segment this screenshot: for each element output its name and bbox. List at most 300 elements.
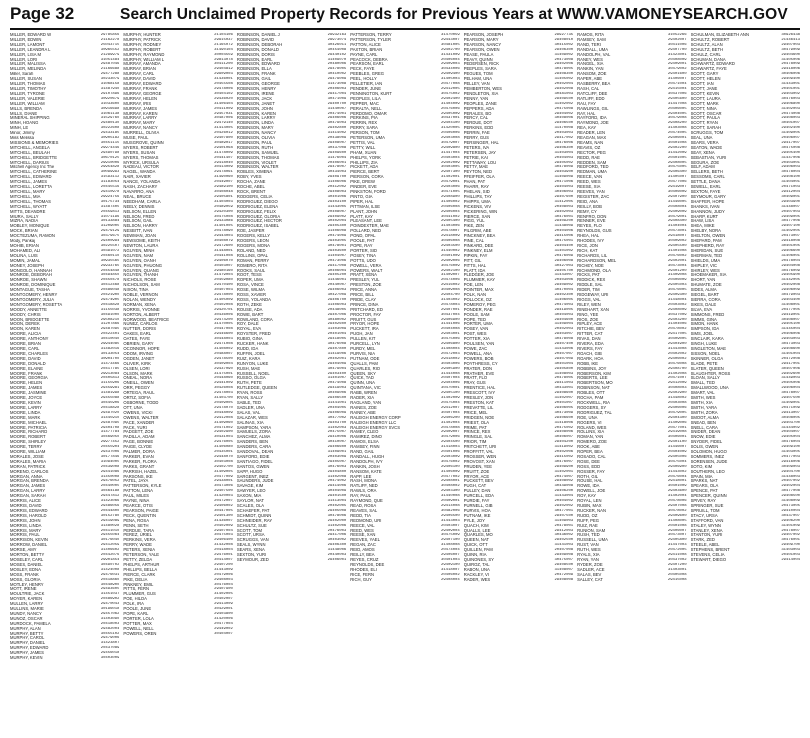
property-id: 20478003	[441, 302, 460, 307]
property-id: 29404008	[781, 263, 800, 268]
owner-name: POPE, KARL	[123, 611, 149, 616]
property-id: 31443008	[667, 347, 687, 351]
owner-name: PEMBERTON, WES	[463, 86, 502, 91]
owner-name: RALEIGH ENERGY CORP	[350, 415, 401, 420]
owner-name: PONDER, RAE	[463, 307, 493, 312]
property-id: 20444800	[100, 508, 120, 513]
owner-name: MORSE, AMY	[10, 548, 37, 553]
property-id: 31401008	[667, 248, 687, 253]
owner-name: ROOKS, SAUL	[236, 268, 266, 273]
owner-name: RICHARDS, LIL	[577, 253, 608, 258]
property-id: 29406002	[214, 504, 233, 508]
property-id: 31470008	[554, 126, 574, 131]
property-id: 30408048	[214, 190, 233, 194]
owner-name: MILLER, TIMOTHY	[10, 86, 47, 91]
owner-name: ROBINSON, KAREN	[236, 111, 276, 116]
property-id: 20435001	[214, 450, 233, 455]
owner-name: ROMERO, ZOE	[577, 440, 607, 445]
owner-name: PEASE, PAULA	[463, 52, 494, 57]
owner-name: MUNDY, NANCY	[10, 611, 42, 616]
property-id: 29402006	[554, 62, 574, 67]
owner-name: MORRIS, PAUL	[10, 533, 40, 538]
owner-name: RASH, CAL	[577, 86, 600, 91]
property-id: 29480160	[214, 268, 233, 273]
owner-name: PLUMMER, KAY	[463, 278, 496, 283]
property-id: 31443006	[554, 347, 574, 351]
property-id: 20407003	[781, 209, 800, 214]
property-id: 29406400	[214, 538, 233, 543]
owner-name: SALAS, VAL	[236, 410, 261, 415]
property-id: 29408005	[667, 160, 687, 165]
property-id: 20439008	[100, 464, 120, 469]
owner-name: RUCKER, NAN	[577, 508, 606, 513]
property-id: 31155906	[100, 381, 120, 386]
owner-name: MILLER, SUSAN	[10, 77, 42, 82]
property-id: 20411010	[100, 528, 120, 533]
property-id: 31402002	[554, 101, 574, 106]
property-id: 29408700	[667, 366, 687, 371]
property-id: 29409009	[667, 209, 687, 214]
property-id: 29407200	[667, 562, 687, 567]
property-id: 29407004	[214, 528, 233, 533]
owner-name: MORGAN, ANNA	[10, 474, 43, 479]
property-id: 29486056	[100, 504, 120, 508]
property-id: 30391072	[100, 248, 120, 253]
listing-columns	[10, 33, 800, 731]
property-id: 30409002	[667, 239, 687, 244]
owner-name: PROCTOR, FAY	[350, 312, 382, 317]
owner-name: MURPHY, WILLIAM L	[123, 57, 165, 62]
property-id: 29406200	[554, 489, 574, 494]
property-id: 29417008	[327, 263, 347, 268]
property-id: 29404006	[441, 381, 460, 386]
owner-name: SMALLWOOD, UNA	[690, 386, 729, 391]
property-id: 29480130	[100, 121, 120, 126]
owner-name: ROBINSON, SAMUEL	[236, 150, 279, 155]
owner-name: PERDOMO, OMAR	[350, 111, 387, 116]
owner-name: ROSS, EDD	[577, 464, 601, 469]
owner-name: RATLIFF, EDD	[577, 96, 605, 101]
property-id: 20402008	[214, 302, 233, 307]
owner-name: RICHARDSON, MEL	[577, 258, 617, 263]
owner-name: SCOTT, SARAH	[690, 126, 722, 131]
owner-name: SINGLETON, MAE	[690, 347, 727, 351]
property-id: 29489100	[214, 185, 233, 190]
property-id: 30409005	[667, 337, 687, 342]
owner-name: MORRIS, JOHN	[10, 518, 41, 523]
property-id: 29418040	[214, 160, 233, 165]
property-id: 29408300	[554, 72, 574, 77]
owner-name: SESSOMS, CARL	[690, 175, 725, 180]
property-id: 20440003	[327, 553, 347, 558]
property-id: 31443007	[554, 273, 574, 278]
owner-name: NORWOOD, BEATRICE	[123, 317, 170, 322]
owner-name: PULLEN, KIT	[350, 337, 376, 342]
property-id: 29405100	[441, 391, 460, 396]
property-id: 31408004	[441, 347, 460, 351]
property-id: 31406080	[214, 445, 233, 450]
property-id: 29472600	[214, 243, 233, 248]
property-id: 29412008	[214, 415, 233, 420]
owner-name: POPE, RAY	[350, 243, 373, 248]
property-id: 29910006	[100, 160, 120, 165]
owner-name: PAYNE, NINA	[123, 499, 150, 504]
owner-name: MILLER, MALISSA	[10, 62, 46, 67]
owner-name: SCRUGGS, VAN	[236, 538, 269, 543]
property-id: 29404300	[667, 415, 687, 420]
owner-name: PELLEY, VAN	[463, 82, 490, 87]
property-id: 31448004	[667, 297, 687, 302]
property-id: 29403600	[667, 489, 687, 494]
owner-name: PERKINS, EDD	[463, 126, 494, 131]
property-id: 31402003	[327, 425, 347, 430]
owner-name: RHODES, IVY	[577, 239, 605, 244]
property-id: 20475008	[554, 106, 574, 111]
property-id: 20479006	[214, 572, 233, 577]
property-id: 30451115	[100, 140, 120, 145]
property-id: 31445004	[781, 327, 800, 332]
owner-name: RAMOS, RITA	[577, 33, 605, 37]
owner-name: MURDOCK, PAMELA	[10, 621, 51, 626]
owner-name: SEATON, WADE	[690, 145, 723, 150]
property-id: 30406006	[781, 72, 800, 77]
owner-name: RUFF, PEG	[577, 518, 600, 523]
property-id: 29409600	[667, 513, 687, 518]
owner-name: Minor, Jimmy	[10, 131, 35, 136]
property-id: 20475004	[441, 400, 460, 405]
owner-name: RAND, GAIL	[350, 450, 375, 455]
owner-name: ROBINSON, LARRY	[236, 116, 276, 121]
property-id: 30099993	[100, 170, 120, 175]
property-id: 31446001	[327, 278, 347, 283]
owner-name: MOORE, JOYCE	[10, 396, 43, 401]
property-id: 30406008	[441, 239, 460, 244]
property-id: 31402003	[781, 106, 800, 111]
owner-name: MORRIS, LINDA	[10, 523, 42, 528]
property-id: 30437006	[667, 91, 687, 96]
owner-name: RANKIN, JOSH	[350, 464, 380, 469]
owner-name: ROTH, GIL	[577, 474, 599, 479]
property-id: 29406300	[554, 145, 574, 150]
property-id: 29405800	[667, 538, 687, 543]
property-id: 31481998	[100, 391, 120, 396]
owner-name: PINCKNEY, BEA	[463, 234, 496, 239]
owner-name: NORTON, ALBERT	[123, 312, 160, 317]
property-id: 31403005	[781, 450, 800, 455]
owner-name: MILLER, VALERIE	[10, 96, 45, 101]
owner-name: MURPHY, BETTY	[10, 631, 44, 636]
owner-name: PICKERING, WIN	[463, 209, 498, 214]
owner-name: PETTIS, VAL	[350, 140, 375, 145]
property-id: 30479001	[667, 214, 687, 219]
property-id: 20406007	[781, 136, 800, 141]
owner-name: PETERSEN, JAY	[463, 150, 496, 155]
owner-name: PEEL, HOLLY	[350, 77, 377, 82]
owner-name: QUICK, OTT	[463, 543, 488, 548]
property-id: 20474001	[327, 111, 347, 116]
owner-name: RIDGEWAY, URI	[577, 293, 609, 298]
owner-name: POWELL, VERA	[350, 263, 382, 268]
property-id: 30426008	[214, 386, 233, 391]
property-id: 29406200	[441, 415, 460, 420]
property-id: 30434006	[441, 67, 460, 72]
owner-name: PRYOR, HOPE	[350, 322, 380, 327]
owner-name: MITCHELL, THOMAS	[10, 199, 51, 204]
property-id: 20417785	[100, 366, 120, 371]
property-id: 30409004	[214, 361, 233, 366]
property-id: 20475007	[327, 430, 347, 435]
property-id: 30916698	[100, 106, 120, 111]
owner-name: REDFORD, TED	[577, 165, 609, 170]
property-id: 29408006	[554, 430, 574, 435]
owner-name: PEACOCK, DEBRA	[350, 57, 388, 62]
property-id: 29407400	[554, 342, 574, 347]
owner-name: MOORE, DONALD	[10, 361, 46, 366]
owner-name: POYTHRESS, CY	[463, 361, 498, 366]
property-id: 29455064	[100, 533, 120, 538]
property-id: 20450478	[100, 278, 120, 283]
owner-name: SPAIN, MIA	[690, 474, 713, 479]
owner-name: RICE, FERN	[350, 572, 375, 577]
owner-name: SANTOS, GWEN	[236, 464, 270, 469]
owner-name: PORTER, SID	[350, 248, 377, 253]
owner-name: MORTON, BETTY	[10, 553, 45, 558]
property-id: 30477001	[554, 508, 574, 513]
owner-name: PEGUES, TOM	[463, 72, 493, 77]
property-id: 29415004	[667, 86, 687, 91]
property-id: 31443003	[441, 518, 460, 523]
property-id: 20473005	[781, 504, 800, 508]
owner-name: PRUITT, GUS	[350, 317, 377, 322]
property-id: 29407900	[214, 587, 233, 592]
list-item	[464, 578, 573, 583]
property-id: 29406900	[441, 317, 460, 322]
property-id: 29412007	[441, 405, 460, 410]
property-id: 29476001	[214, 553, 233, 558]
owner-name: SIDES, ALMA	[690, 288, 717, 293]
property-id: 20402001	[327, 356, 347, 361]
owner-name: Miss Melissa	[10, 136, 34, 141]
property-id: 29402600	[327, 322, 347, 327]
property-id: 30408002	[441, 484, 460, 489]
property-id: 30470001	[441, 386, 460, 391]
property-id: 29409007	[441, 430, 460, 435]
owner-name: MOTLEY, HENRY	[10, 582, 44, 587]
property-id: 29405500	[667, 243, 687, 248]
owner-name: PENA, ROSA	[123, 518, 150, 523]
owner-name: MOON, BRIDGETTE	[10, 317, 50, 322]
property-id: 30408079	[214, 239, 233, 244]
owner-name: PATEL, JAYA	[123, 479, 149, 484]
owner-name: RYAN, YAN	[577, 557, 599, 562]
property-id: 31445910	[100, 415, 120, 420]
owner-name: MOCK, BRIAN	[10, 229, 38, 234]
owner-name: MITCHELL, BEULAH	[10, 150, 50, 155]
property-id: 29408003	[214, 577, 233, 582]
property-id: 30476003	[781, 96, 800, 101]
property-id: 29409001	[667, 62, 687, 67]
property-id: 31420005	[441, 126, 460, 131]
property-id: 29406009	[327, 410, 347, 415]
property-id: 29409004	[441, 528, 460, 533]
owner-name: PEEPLES, SARA	[463, 67, 497, 72]
owner-name: RABON, UNA	[463, 567, 490, 572]
owner-name: MONGOLO, HANNAH	[10, 268, 52, 273]
property-id: 20403003	[554, 131, 574, 136]
property-id: 31403700	[214, 396, 233, 401]
owner-name: PERDUE, DOT	[463, 121, 493, 126]
owner-name: SCHNEIDER, RAY	[236, 518, 273, 523]
property-id: 30477006	[781, 219, 800, 224]
owner-name: RANDALL, HUGH	[350, 454, 385, 459]
owner-name: PELHAM, UNA	[463, 77, 493, 82]
property-id: 20405006	[781, 381, 800, 386]
property-id: 31409008	[667, 273, 687, 278]
property-id: 29402100	[441, 268, 460, 273]
property-id: 29404100	[441, 121, 460, 126]
property-id: 30478006	[327, 513, 347, 518]
owner-name: QUARLES, MO	[463, 533, 493, 538]
property-id: 29406001	[327, 557, 347, 562]
property-id: 29408500	[781, 494, 800, 499]
property-id: 20437089	[100, 646, 120, 651]
property-id: 29420300	[214, 209, 233, 214]
property-id: 31068158	[100, 82, 120, 87]
owner-name: ROBINSON, JOHN	[236, 106, 273, 111]
owner-name: RITTER, CAT	[577, 332, 603, 337]
owner-name: PLEASANT, LEE	[350, 219, 382, 224]
owner-name: NICHOLSON, SAM	[123, 283, 160, 288]
property-id: 29436020	[214, 96, 233, 101]
owner-name: ROCHA, ZANE	[236, 180, 266, 185]
owner-name: NUNEZ, CARLOS	[123, 322, 158, 327]
owner-name: PRIDE, CLAY	[350, 297, 377, 302]
property-id: 30476005	[667, 288, 687, 293]
property-id: 31431009	[441, 52, 460, 57]
property-id: 29933765	[100, 263, 120, 268]
property-id: 20478005	[554, 376, 574, 381]
property-id: 20405008	[667, 572, 687, 577]
property-id: 29406200	[781, 518, 800, 523]
property-id: 29415008	[667, 577, 687, 582]
owner-name: ROBERSON, KIM	[577, 371, 611, 376]
owner-name: PURDY, MEL	[350, 347, 376, 351]
owner-name: QUARLES, RIO	[350, 366, 381, 371]
list-item	[691, 558, 800, 563]
property-id: 31470005	[214, 322, 233, 327]
owner-name: REYES, CRUZ	[350, 557, 379, 562]
property-id: 31477784	[100, 430, 120, 435]
owner-name: SNELL, CARA	[690, 425, 718, 430]
owner-name: MYERS, ROBERT	[123, 145, 159, 150]
owner-name: ROBINSON, VIOLET	[236, 160, 277, 165]
owner-name: PETTY, MAE	[463, 165, 489, 170]
owner-name: NEWSOME, KEITH	[123, 239, 161, 244]
owner-name: QUINTANA, VIC	[350, 386, 381, 391]
property-id: 29404800	[327, 469, 347, 474]
listing-column	[464, 33, 573, 731]
property-id: 31446007	[667, 445, 687, 450]
property-id: 31448009	[554, 224, 574, 229]
owner-name: RIPLEY, ACE	[577, 322, 603, 327]
owner-name: SANDERS, CARA	[236, 445, 272, 450]
owner-name: NELSON, ELLEN	[123, 209, 157, 214]
owner-name: ROUSE, HAL	[577, 479, 603, 484]
owner-name: PRINGLE, SAL	[463, 435, 493, 440]
property-id: 30487006	[214, 116, 233, 121]
property-id: 30404003	[554, 312, 574, 317]
property-id: 30491000	[100, 312, 120, 317]
property-id: 31406002	[441, 199, 460, 204]
owner-name: PITTMAN, ILSE	[350, 204, 381, 209]
property-id: 30479004	[327, 366, 347, 371]
property-id: 31473466	[100, 361, 120, 366]
owner-name: ROCHA, PAM	[577, 396, 604, 401]
property-id: 29414006	[327, 484, 347, 489]
property-id: 29402400	[441, 96, 460, 101]
owner-name: SIERRA, CORA	[690, 297, 721, 302]
property-id: 20477004	[214, 621, 233, 626]
property-id: 31443004	[554, 494, 574, 499]
property-id: 31418006	[554, 420, 574, 425]
property-id: 29404708	[100, 425, 120, 430]
owner-name: SAPP, HUGO	[236, 469, 263, 474]
owner-name: MILLER, EDWARD W	[10, 33, 52, 37]
owner-name: PARKER, EVAN	[123, 454, 154, 459]
owner-name: RIVERA, EDA	[577, 342, 604, 347]
property-id: 30434003	[327, 170, 347, 175]
owner-name: PURVIS, NIA	[350, 351, 376, 356]
property-id: 31593112	[100, 175, 120, 180]
owner-name: OLIVER, KIRK	[123, 361, 151, 366]
owner-name: RAMSEY, SAM	[577, 37, 606, 42]
property-id: 31441006	[441, 322, 460, 327]
property-id: 29443007	[441, 37, 460, 42]
property-id: 29479006	[100, 636, 120, 641]
owner-name: MURRAY, AMANDA	[123, 62, 161, 67]
property-id: 31402005	[214, 592, 233, 597]
owner-name: PHILLIPS, BELLA	[123, 567, 158, 572]
owner-name: RAY, HAL	[577, 111, 596, 116]
property-id: 31444008	[441, 371, 460, 376]
property-id: 20471004	[667, 82, 687, 87]
owner-name: POPE, TED	[463, 317, 486, 322]
owner-name: SILVA, EVA	[690, 307, 713, 312]
property-id: 29409600	[327, 150, 347, 155]
property-id: 29487046	[100, 62, 120, 67]
property-id: 20406003	[327, 86, 347, 91]
owner-name: MURPHY, ALAN	[10, 626, 41, 631]
owner-name: PENNY, YAN	[463, 96, 489, 101]
property-id: 30489017	[214, 140, 233, 145]
property-id: 31448006	[327, 548, 347, 553]
property-id: 20474007	[554, 474, 574, 479]
property-id: 30406003	[554, 190, 574, 194]
property-id: 29497020	[100, 410, 120, 415]
property-id: 31406009	[441, 469, 460, 474]
property-id: 30004559	[214, 52, 233, 57]
owner-name: PETRIE, KAI	[463, 155, 488, 160]
owner-name: MORRISON, KEVIN	[10, 538, 48, 543]
property-id: 30408005	[781, 415, 800, 420]
property-id: 20489059	[214, 204, 233, 209]
property-id: 30401004	[554, 361, 574, 366]
owner-name: SCHMIDT, QUINN	[236, 513, 272, 518]
owner-name: MILLER, EDWIN	[10, 37, 42, 42]
owner-name: ROMAN, PERRY	[236, 258, 270, 263]
owner-name: PUTNAM, ODE	[350, 356, 380, 361]
owner-name: ROMERO, RITA	[236, 263, 268, 268]
